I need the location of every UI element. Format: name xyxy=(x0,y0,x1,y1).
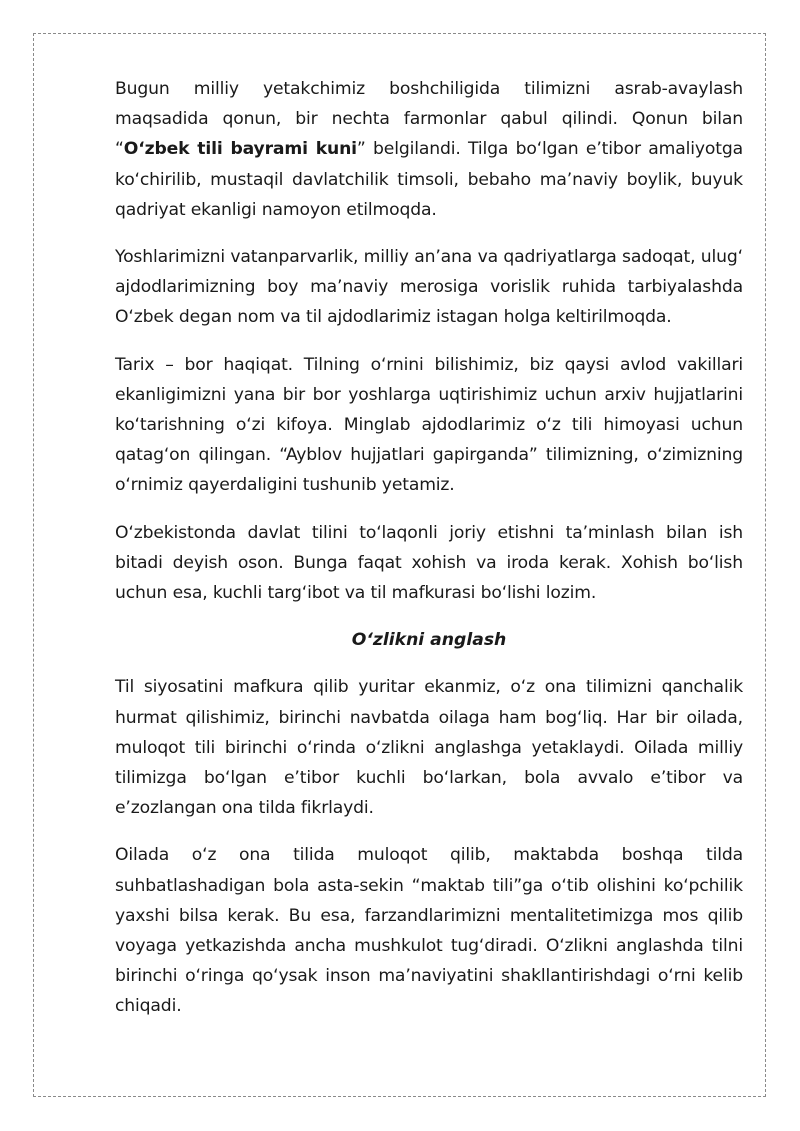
paragraph-4: O‘zbekistonda davlat tilini to‘laqonli joriy etishni ta’minlash bilan ish bitadi deyish oson. Bunga faqat xohish va iroda kerak. Xohish bo‘lish uchun esa, kuchli targ‘ibot va til mafkurasi bo‘lishi lozim. xyxy=(115,522,743,604)
holiday-name-bold: O‘zbek tili bayrami kuni xyxy=(123,139,357,160)
paragraph-5: Til siyosatini mafkura qilib yuritar ekanmiz, o‘z ona tilimizni qanchalik hurmat qilishimiz, birinchi navbatda oilaga ham bog‘liq. Har bir oilada, muloqot tili birinchi o‘rinda o‘zlikni anglashga yetaklaydi. Oilada milliy tilimizga bo‘lgan e’tibor kuchli bo‘larkan, bola avvalo e’tibor va e’zozlangan ona tilda fikrlaydi. xyxy=(115,677,743,819)
paragraph-1-start: Bugun milliy yetakchimiz boshchiligida tilimizni asrab-avaylash maqsadida qonun, bir nechta farmonlar qabul qilindi. Qonun bilan “ xyxy=(115,79,743,160)
document-body xyxy=(115,74,743,1039)
paragraph-2: Yoshlarimizni vatanparvarlik, milliy an’ana va qadriyatlarga sadoqat, ulug‘ ajdodlarimizning boy ma’naviy merosiga vorislik ruhida tarbiyalashda O‘zbek degan nom va til ajdodlarimiz istagan holga keltirilmoqda. xyxy=(115,247,743,328)
section-heading: O‘zlikni anglash xyxy=(351,630,507,651)
paragraph-1-end: ” belgilandi. Tilga bo‘lgan e’tibor amaliyotga ko‘chirilib, mustaqil davlatchilik timsoli, bebaho ma’naviy boylik, buyuk qadriyat ekanligi namoyon etilmoqda. xyxy=(115,139,743,220)
paragraph-1 xyxy=(115,74,743,225)
paragraph-3: Tarix – bor haqiqat. Tilning o‘rnini bilishimiz, biz qaysi avlod vakillari ekanligimizni yana bir bor yoshlarga uqtirishimiz uchun arxiv hujjatlarini ko‘tarishning o‘zi kifoya. Minglab ajdodlarimiz o‘z tili himoyasi uchun qatag‘on qilingan. “Ayblov hujjatlari gapirganda” tilimizning, o‘zimizning o‘rnimiz qayerdaligini tushunib yetamiz. xyxy=(115,354,743,496)
paragraph-6: Oilada o‘z ona tilida muloqot qilib, maktabda boshqa tilda suhbatlashadigan bola asta-sekin “maktab tili”ga o‘tib olishini ko‘pchilik yaxshi bilsa kerak. Bu esa, farzandlarimizni mentalitetimizga mos qilib voyaga yetkazishda ancha mushkulot tug‘diradi. O‘zlikni anglashda tilni birinchi o‘ringa qo‘ysak inson ma’naviyatini shakllantirishdagi o‘rni kelib chiqadi. xyxy=(115,845,743,1017)
